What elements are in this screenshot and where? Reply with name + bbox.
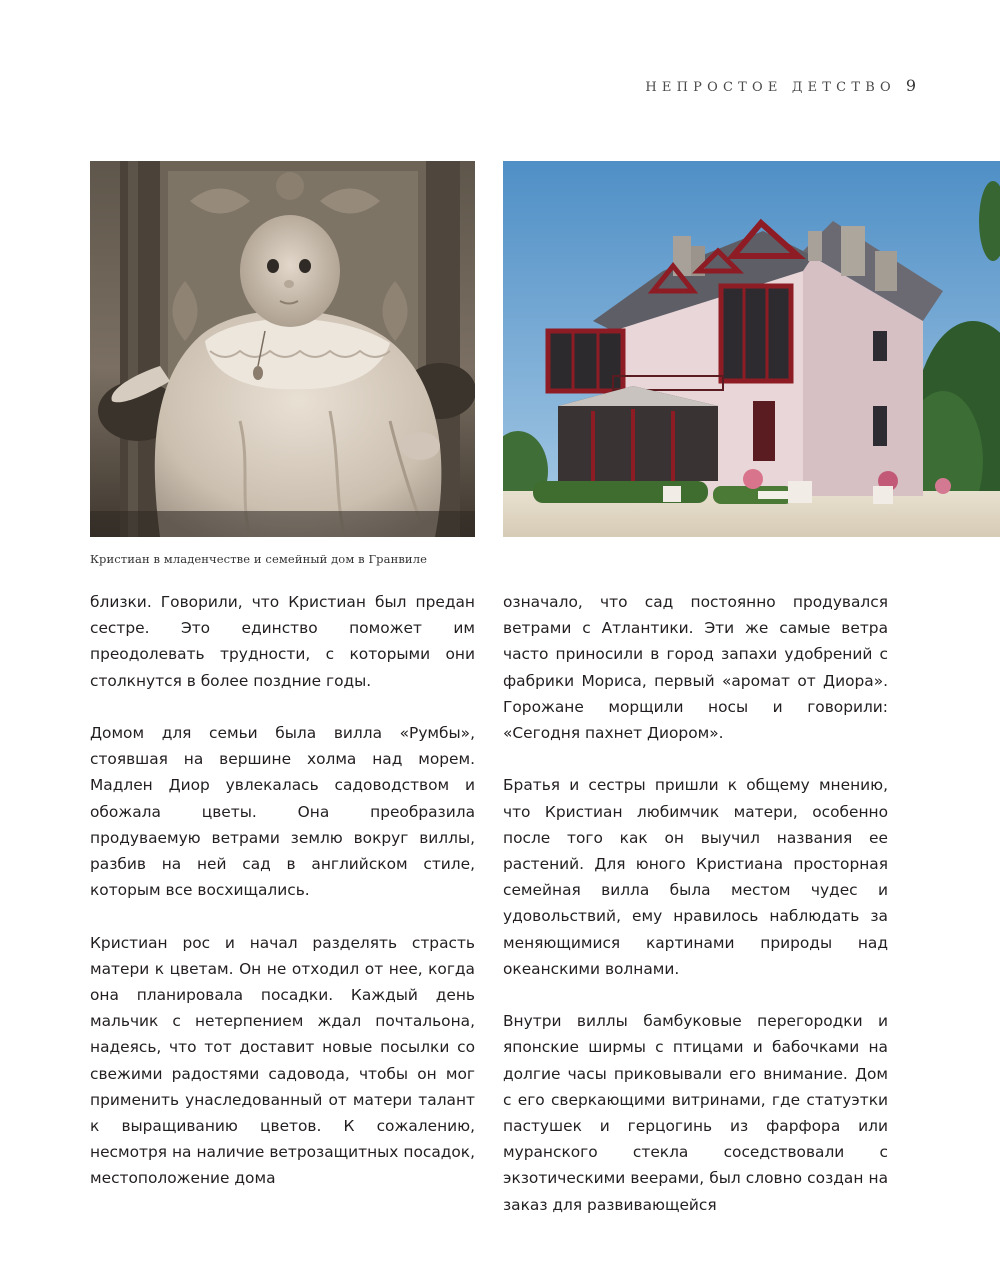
paragraph: Кристиан рос и начал разделять страсть матери к цветам. Он не отходил от нее, когда она планировала посадки. Каждый день мальчик с нетерпением ждал почтальона, надеясь, что тот доставит новые посылки со свежими радостями садовода, чтобы он мог применить унаследованный от матери талант к выращиванию цветов. К сожалению, несмотря на наличие ветрозащитных посадок, местоположение дома [90,933,475,1188]
villa-photo [503,161,1000,537]
baby-photo [90,161,475,537]
running-head [645,76,916,95]
left-column [90,589,475,1192]
paragraph: означало, что сад постоянно продувался ветрами с Атлантики. Эти же самые ветра часто приносили в город запахи удобрений с фабрики Мориса, первый «аромат от Диора». Горожане морщили носы и говорили: «Сегодня пахнет Диором». [503,593,888,743]
figure-caption: Кристиан в младенчестве и семейный дом в Гранвиле [90,552,428,566]
paragraph: Домом для семьи была вилла «Румбы», стоявшая на вершине холма над морем. Мадлен Диор увлекалась садоводством и обожала цветы. Она преобразила продуваемую ветрами землю вокруг виллы, разбив на ней сад в английском стиле, которым все восхищались. [90,724,475,900]
running-title: НЕПРОСТОЕ ДЕТСТВО [645,80,896,95]
paragraph: Внутри виллы бамбуковые перегородки и японские ширмы с птицами и бабочками на долгие часы приковывали его внимание. Дом с его сверкающими витринами, где статуэтки пастушек и герцогинь из фарфора или муранского стекла соседствовали с экзотическими веерами, был словно создан на заказ для развивающейся [503,1012,888,1214]
page-number: 9 [905,76,916,95]
right-column [503,589,888,1218]
paragraph: Братья и сестры пришли к общему мнению, что Кристиан любимчик матери, особенно после того как он выучил названия ее растений. Для юного Кристиана просторная семейная вилла была местом чудес и удовольствий, ему нравилось наблюдать за меняющимися картинами природы над океанскими волнами. [503,776,888,978]
paragraph: близки. Говорили, что Кристиан был предан сестре. Это единство поможет им преодолевать трудности, с которыми они столкнутся в более поздние годы. [90,593,475,690]
